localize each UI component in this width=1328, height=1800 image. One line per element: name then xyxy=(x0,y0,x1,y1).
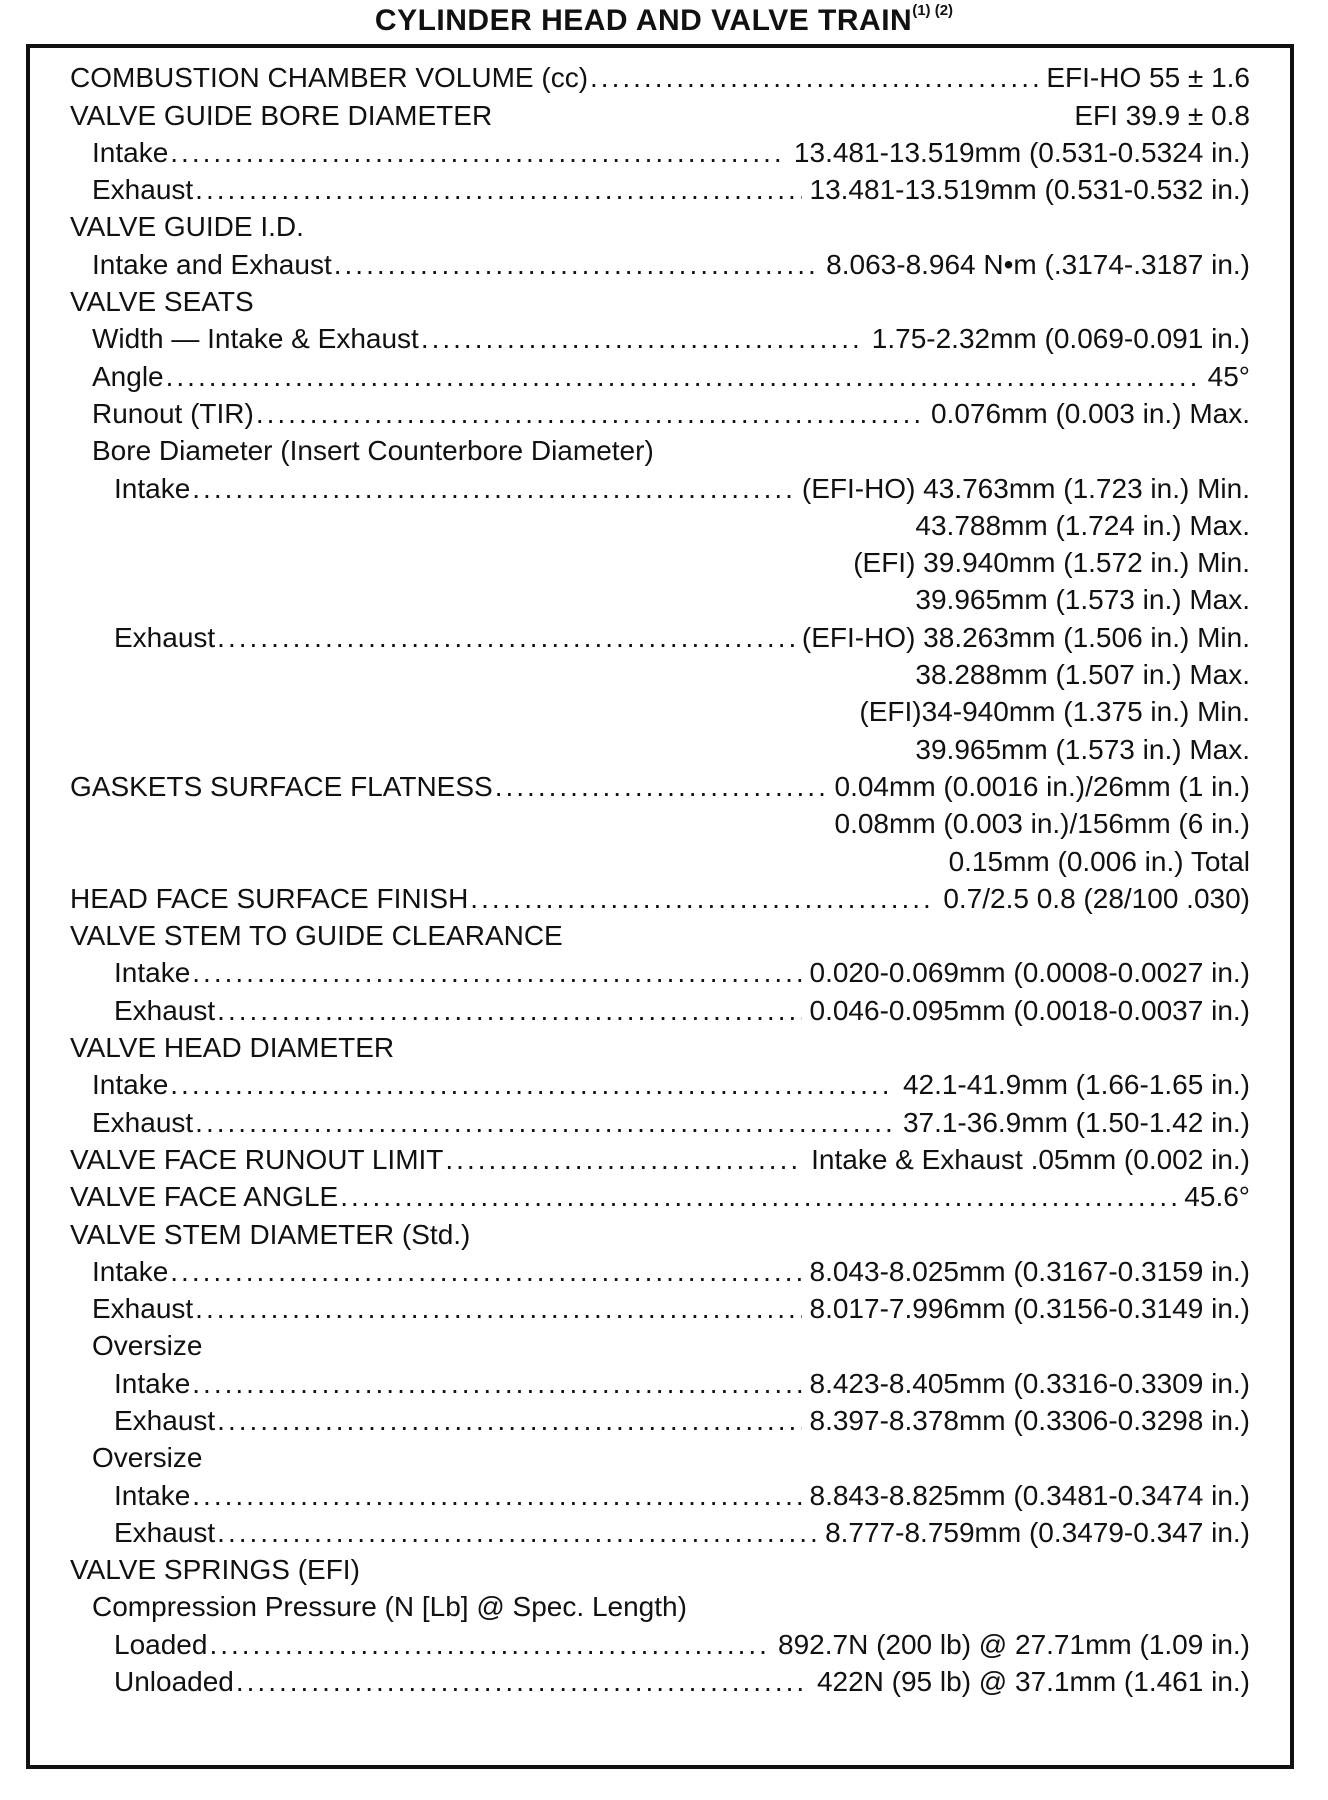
spec-label: Intake xyxy=(92,1069,169,1101)
dot-leader xyxy=(195,1294,801,1324)
spec-row xyxy=(70,988,1250,1025)
spec-label: Intake xyxy=(114,472,191,504)
dot-leader xyxy=(192,958,801,988)
spec-row xyxy=(70,56,1250,93)
spec-value: 13.481-13.519mm (0.531-0.5324 in.) xyxy=(793,136,1250,168)
spec-value: 0.020-0.069mm (0.0008-0.0027 in.) xyxy=(809,957,1250,989)
spec-value: 8.423-8.405mm (0.3316-0.3309 in.) xyxy=(809,1367,1250,1399)
spec-label: Loaded xyxy=(114,1628,208,1660)
spec-label: Exhaust xyxy=(92,1106,194,1138)
spec-value: (EFI) 39.940mm (1.572 in.) Min. xyxy=(853,547,1250,579)
spec-value: 39.965mm (1.573 in.) Max. xyxy=(915,584,1250,616)
dot-leader xyxy=(192,474,794,504)
spec-row xyxy=(70,1399,1250,1436)
spec-row xyxy=(70,429,1250,466)
spec-value: 0.7/2.5 0.8 (28/100 .030) xyxy=(943,882,1250,914)
spec-row xyxy=(70,690,1250,727)
spec-row xyxy=(70,1175,1250,1212)
spec-row xyxy=(70,1436,1250,1473)
spec-row xyxy=(70,1212,1250,1249)
dot-leader xyxy=(236,1667,809,1697)
spec-label: VALVE GUIDE BORE DIAMETER xyxy=(70,99,493,131)
spec-label: Compression Pressure (N [Lb] @ Spec. Length) xyxy=(92,1591,687,1623)
spec-label: Intake xyxy=(114,957,191,989)
spec-label: Exhaust xyxy=(114,1516,216,1548)
spec-label: Angle xyxy=(92,360,164,392)
spec-row xyxy=(70,1660,1250,1697)
spec-value: (EFI-HO) 43.763mm (1.723 in.) Min. xyxy=(801,472,1250,504)
spec-value: EFI 39.9 ± 0.8 xyxy=(1074,99,1250,131)
dot-leader xyxy=(192,1481,801,1511)
spec-value: 45° xyxy=(1207,360,1250,392)
dot-leader xyxy=(217,1518,817,1548)
dot-leader xyxy=(192,1369,801,1399)
spec-row xyxy=(70,1250,1250,1287)
spec-label: Exhaust xyxy=(114,994,216,1026)
spec-row xyxy=(70,1287,1250,1324)
spec-label: Unloaded xyxy=(114,1666,234,1698)
spec-label: VALVE STEM DIAMETER (Std.) xyxy=(70,1218,471,1250)
spec-label: GASKETS SURFACE FLATNESS xyxy=(70,770,493,802)
spec-label: VALVE HEAD DIAMETER xyxy=(70,1032,395,1064)
spec-value: 0.04mm (0.0016 in.)/26mm (1 in.) xyxy=(834,770,1250,802)
spec-label: Runout (TIR) xyxy=(92,397,254,429)
spec-row xyxy=(70,839,1250,876)
spec-row xyxy=(70,1548,1250,1585)
spec-label: Oversize xyxy=(92,1330,203,1362)
spec-label: VALVE FACE RUNOUT LIMIT xyxy=(70,1143,444,1175)
spec-row xyxy=(70,392,1250,429)
spec-value: EFI-HO 55 ± 1.6 xyxy=(1046,62,1250,94)
spec-row xyxy=(70,1063,1250,1100)
spec-row xyxy=(70,727,1250,764)
spec-table xyxy=(70,56,1250,1697)
dot-leader xyxy=(217,996,801,1026)
dot-leader xyxy=(495,772,827,802)
dot-leader xyxy=(195,1108,895,1138)
dot-leader xyxy=(166,362,1200,392)
spec-value: Intake & Exhaust .05mm (0.002 in.) xyxy=(811,1143,1250,1175)
spec-label: Exhaust xyxy=(92,1293,194,1325)
dot-leader xyxy=(340,1182,1176,1212)
spec-row xyxy=(70,541,1250,578)
spec-row xyxy=(70,1026,1250,1063)
dot-leader xyxy=(217,623,794,653)
spec-value: 0.15mm (0.006 in.) Total xyxy=(948,845,1250,877)
spec-row xyxy=(70,615,1250,652)
page-title xyxy=(0,2,1328,38)
spec-value: 1.75-2.32mm (0.069-0.091 in.) xyxy=(871,323,1250,355)
spec-row xyxy=(70,914,1250,951)
spec-row xyxy=(70,1622,1250,1659)
spec-label: Intake xyxy=(114,1479,191,1511)
spec-value: 13.481-13.519mm (0.531-0.532 in.) xyxy=(809,174,1250,206)
spec-label: Exhaust xyxy=(114,1404,216,1436)
spec-value: 0.076mm (0.003 in.) Max. xyxy=(930,397,1250,429)
spec-row xyxy=(70,1585,1250,1622)
spec-label: Bore Diameter (Insert Counterbore Diameter) xyxy=(92,435,654,467)
spec-row xyxy=(70,1361,1250,1398)
spec-label: Intake xyxy=(92,136,169,168)
spec-label: VALVE SEATS xyxy=(70,286,254,318)
dot-leader xyxy=(170,138,786,168)
spec-value: 8.043-8.025mm (0.3167-0.3159 in.) xyxy=(809,1255,1250,1287)
spec-row xyxy=(70,504,1250,541)
dot-leader xyxy=(209,1630,770,1660)
spec-value: 39.965mm (1.573 in.) Max. xyxy=(915,733,1250,765)
spec-row xyxy=(70,242,1250,279)
spec-row xyxy=(70,280,1250,317)
spec-value: 8.777-8.759mm (0.3479-0.347 in.) xyxy=(825,1516,1250,1548)
dot-leader xyxy=(470,884,935,914)
dot-leader xyxy=(445,1145,803,1175)
spec-label: VALVE SPRINGS (EFI) xyxy=(70,1554,360,1586)
spec-value: 0.046-0.095mm (0.0018-0.0037 in.) xyxy=(809,994,1250,1026)
spec-value: 38.288mm (1.507 in.) Max. xyxy=(915,659,1250,691)
spec-row xyxy=(70,765,1250,802)
spec-label: Oversize xyxy=(92,1442,203,1474)
spec-value: 37.1-36.9mm (1.50-1.42 in.) xyxy=(902,1106,1250,1138)
spec-label: Exhaust xyxy=(114,621,216,653)
dot-leader xyxy=(195,175,801,205)
spec-label: COMBUSTION CHAMBER VOLUME (cc) xyxy=(70,62,589,94)
dot-leader xyxy=(170,1070,895,1100)
spec-label: HEAD FACE SURFACE FINISH xyxy=(70,882,469,914)
spec-value: 8.397-8.378mm (0.3306-0.3298 in.) xyxy=(809,1404,1250,1436)
spec-row xyxy=(70,1100,1250,1137)
dot-leader xyxy=(590,63,1038,93)
dot-leader xyxy=(217,1406,801,1436)
spec-row xyxy=(70,877,1250,914)
spec-row xyxy=(70,466,1250,503)
spec-row xyxy=(70,205,1250,242)
spec-row xyxy=(70,354,1250,391)
dot-leader xyxy=(334,250,818,280)
spec-value: 8.063-8.964 N•m (.3174-.3187 in.) xyxy=(826,248,1250,280)
spec-value: (EFI-HO) 38.263mm (1.506 in.) Min. xyxy=(801,621,1250,653)
spec-value: 45.6° xyxy=(1184,1181,1250,1213)
spec-value: 422N (95 lb) @ 37.1mm (1.461 in.) xyxy=(816,1666,1250,1698)
spec-value: 8.843-8.825mm (0.3481-0.3474 in.) xyxy=(809,1479,1250,1511)
spec-label: VALVE STEM TO GUIDE CLEARANCE xyxy=(70,920,563,952)
spec-label: Intake xyxy=(114,1367,191,1399)
dot-leader xyxy=(421,324,864,354)
spec-row xyxy=(70,1511,1250,1548)
spec-label: Intake xyxy=(92,1255,169,1287)
title-text: CYLINDER HEAD AND VALVE TRAIN xyxy=(374,4,913,37)
spec-row xyxy=(70,578,1250,615)
spec-value: 43.788mm (1.724 in.) Max. xyxy=(915,509,1250,541)
dot-leader xyxy=(256,399,923,429)
spec-value: 8.017-7.996mm (0.3156-0.3149 in.) xyxy=(809,1293,1250,1325)
spec-label: VALVE FACE ANGLE xyxy=(70,1181,339,1213)
spec-row xyxy=(70,951,1250,988)
spec-label: Exhaust xyxy=(92,174,194,206)
spec-row xyxy=(70,131,1250,168)
spec-label: Width — Intake & Exhaust xyxy=(92,323,419,355)
spec-row xyxy=(70,168,1250,205)
spec-row xyxy=(70,653,1250,690)
spec-row xyxy=(70,317,1250,354)
spec-label: Intake and Exhaust xyxy=(92,248,332,280)
spec-value: 0.08mm (0.003 in.)/156mm (6 in.) xyxy=(834,808,1250,840)
spec-label: VALVE GUIDE I.D. xyxy=(70,211,304,243)
dot-leader xyxy=(170,1257,801,1287)
spec-value: 892.7N (200 lb) @ 27.71mm (1.09 in.) xyxy=(778,1628,1250,1660)
spec-row xyxy=(70,1138,1250,1175)
spec-row xyxy=(70,1473,1250,1510)
title-footnote-refs: (1) (2) xyxy=(912,2,954,19)
spec-row xyxy=(70,93,1250,130)
spec-value: 42.1-41.9mm (1.66-1.65 in.) xyxy=(902,1069,1250,1101)
spec-row xyxy=(70,802,1250,839)
spec-row xyxy=(70,1324,1250,1361)
spec-value: (EFI)34-940mm (1.375 in.) Min. xyxy=(859,696,1250,728)
